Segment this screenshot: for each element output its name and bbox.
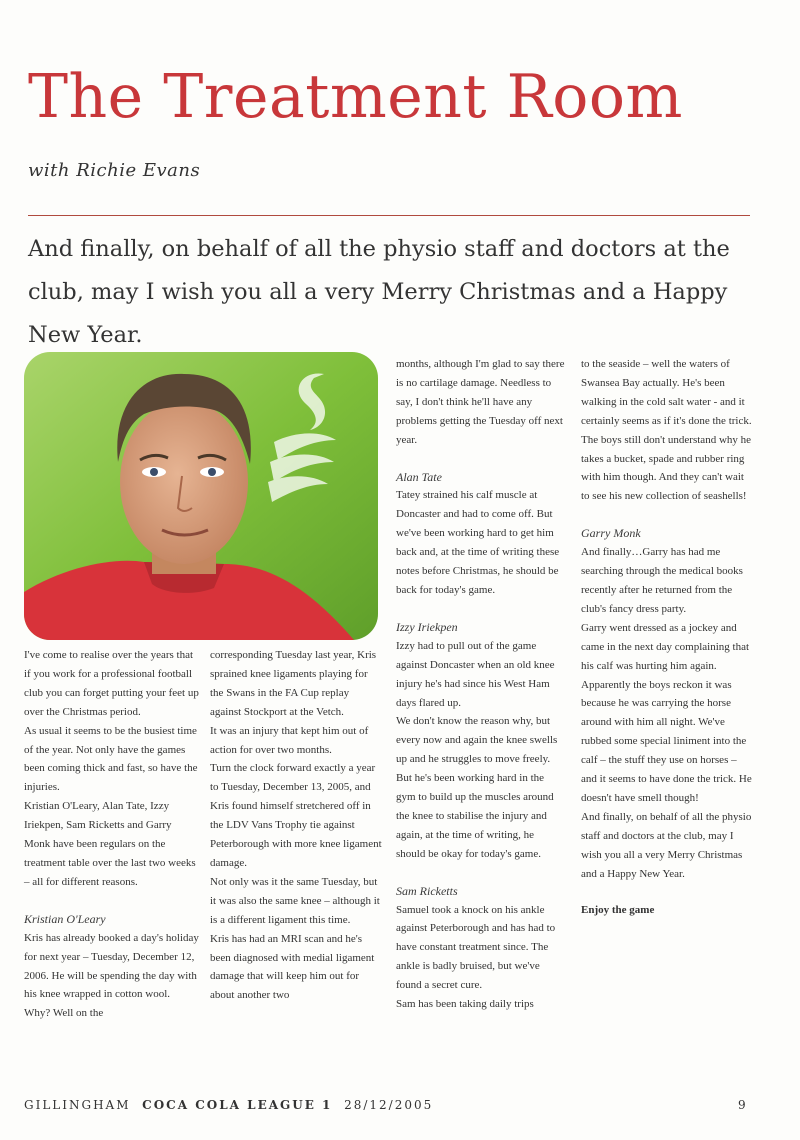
column-1 (24, 646, 200, 1023)
paragraph: to the seaside – well the waters of Swansea Bay actually. He's been walking in the cold salt water - and it certainly seems as if it's done the trick. (581, 358, 752, 427)
paragraph: corresponding Tuesday last year, Kris sprained knee ligaments playing for the Swans in the FA Cup replay against Stockport at the Vetch. (210, 649, 377, 718)
column-2 (210, 646, 382, 1005)
paragraph: The boys still don't understand why he takes a bucket, spade and rubber ring with him though. And they can't wait to see his new collection of seashells! (581, 433, 752, 503)
paragraph: We don't know the reason why, but every now and again the knee swells up and he struggles to move freely. (396, 715, 558, 766)
paragraph: months, although I'm glad to say there is no cartilage damage. Needless to say, I don't think he'll have any problems getting the Tuesday off next year. (396, 358, 565, 446)
paragraph: It was an injury that kept him out of action for over two months. (210, 724, 369, 756)
page-footer (24, 1098, 433, 1112)
footer-club: GILLINGHAM (24, 1098, 131, 1112)
section-heading-kristian-oleary: Kristian O'Leary (24, 911, 106, 926)
section-heading-garry-monk: Garry Monk (581, 526, 641, 541)
column-3 (396, 355, 566, 1014)
title-divider (28, 215, 750, 216)
paragraph: And finally…Garry has had me searching through the medical books recently after he returned from the club's fancy dress party. (581, 546, 743, 615)
section-heading-alan-tate: Alan Tate (396, 469, 442, 484)
section-heading-sam-ricketts: Sam Ricketts (396, 883, 458, 898)
paragraph: Apparently the boys reckon it was because he was carrying the horse around with him all night. We've rubbed some special liniment into the calf – the stuff they use on horses – and it seems to have done the trick. He doesn't have smell though! (581, 678, 752, 804)
paragraph: Garry went dressed as a jockey and came in the next day complaining that his calf was hurting him again. (581, 621, 750, 672)
column-4 (581, 355, 753, 920)
page-number: 9 (738, 1098, 746, 1112)
intro-text: And finally, on behalf of all the physio staff and doctors at the club, may I wish you all a very Merry Christmas and a Happy New Year. (28, 236, 730, 348)
paragraph: But he's been working hard in the gym to build up the muscles around the knee to stabilise the injury and again, at the time of writing, he should be okay for today's game. (396, 772, 554, 860)
sign-off: Enjoy the game (581, 904, 655, 917)
player-photo (24, 352, 378, 640)
paragraph: Turn the clock forward exactly a year to Tuesday, December 13, 2005, and Kris found himself stretchered off in the LDV Vans Trophy tie against Peterborough with more knee ligament damage. (210, 762, 382, 869)
byline: with Richie Evans (28, 160, 201, 181)
paragraph: Kristian O'Leary, Alan Tate, Izzy Iriekpen, Sam Ricketts and Garry Monk have been regulars on the treatment table over the last two weeks – all for different reasons. (24, 800, 196, 888)
paragraph: I've come to realise over the years that if you work for a professional football club you can forget putting your feet up over the Christmas period. (24, 649, 199, 718)
paragraph: Kris has had an MRI scan and he's been diagnosed with medial ligament damage that will keep him out for about another two (210, 932, 375, 1002)
paragraph: Not only was it the same Tuesday, but it was also the same knee – although it is a different ligament this time. (210, 875, 380, 926)
footer-date: 28/12/2005 (344, 1098, 434, 1112)
section-heading-izzy-iriekpen: Izzy Iriekpen (396, 619, 458, 634)
paragraph: Samuel took a knock on his ankle against Peterborough and has had to have constant treatment since. The ankle is badly bruised, but we've found a secret cure. (396, 903, 556, 992)
paragraph: As usual it seems to be the busiest time of the year. Not only have the games been coming thick and fast, so have the injuries. (24, 724, 198, 794)
paragraph: Sam has been taking daily trips (396, 998, 534, 1011)
paragraph: Tatey strained his calf muscle at Doncaster and had to come off. But we've been working hard to get him back and, at the time of writing these notes before Christmas, he should be back for today's game. (396, 489, 560, 596)
paragraph: Kris has already booked a day's holiday for next year – Tuesday, December 12, 2006. He will be spending the day with his knee wrapped in cotton wool. (24, 931, 199, 1001)
page-title: The Treatment Room (28, 62, 683, 132)
paragraph: Why? Well on the (24, 1007, 104, 1020)
paragraph: And finally, on behalf of all the physio staff and doctors at the club, may I wish you all a very Merry Christmas and a Happy New Year. (581, 810, 752, 880)
player-face (120, 400, 248, 564)
paragraph: Izzy had to pull out of the game against Doncaster when an old knee injury he's had since his West Ham days flared up. (396, 639, 555, 709)
footer-league: COCA COLA LEAGUE 1 (142, 1098, 333, 1112)
